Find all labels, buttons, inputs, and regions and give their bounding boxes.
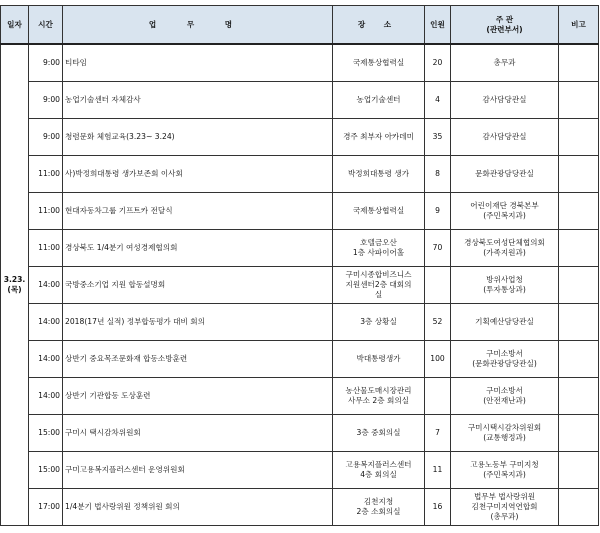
place-line: 3층 중회의실 [356, 427, 401, 437]
host-line: 총무과 [493, 57, 516, 67]
header-people: 인원 [425, 6, 451, 45]
task-cell: 1/4분기 법사랑위원 정책위원 회의 [63, 488, 333, 525]
schedule-table [0, 5, 599, 526]
time-cell: 17:00 [29, 488, 63, 525]
note-cell [559, 118, 599, 155]
people-cell: 35 [425, 118, 451, 155]
note-cell [559, 414, 599, 451]
table-row [1, 81, 599, 118]
note-cell [559, 451, 599, 488]
host-cell [451, 118, 559, 155]
host-cell [451, 414, 559, 451]
host-line: 법무부 법사랑위원 [473, 491, 536, 501]
host-cell [451, 451, 559, 488]
host-line: 구미소방서 [486, 385, 523, 395]
host-cell [451, 192, 559, 229]
place-line: 실 [374, 289, 383, 299]
host-line: 구미시택시감차위원회 [467, 422, 542, 432]
place-cell [333, 229, 425, 266]
table-row [1, 414, 599, 451]
note-cell [559, 192, 599, 229]
host-line: 기획예산담당관실 [475, 316, 534, 326]
place-line: 농업기술센터 [356, 94, 401, 104]
task-cell: 상반기 기관합동 도상훈련 [63, 377, 333, 414]
people-cell: 11 [425, 451, 451, 488]
header-task: 업 무 명 [63, 6, 333, 45]
host-cell [451, 266, 559, 303]
place-line: 고용복지플러스센터 [345, 459, 412, 469]
note-cell [559, 303, 599, 340]
task-cell: 경상북도 1/4분기 여성경제협의회 [63, 229, 333, 266]
date-cell [1, 44, 29, 525]
place-line: 1층 사파이어홀 [352, 247, 405, 257]
place-line: 김천지청 [363, 496, 394, 506]
header-host [451, 6, 559, 45]
table-row [1, 229, 599, 266]
header-place: 장 소 [333, 6, 425, 45]
date-weekday: (목) [7, 284, 22, 294]
time-cell: 14:00 [29, 303, 63, 340]
date-value: 3.23. [3, 274, 26, 284]
host-line: 고용노동부 구미지청 [470, 459, 539, 469]
place-cell [333, 340, 425, 377]
place-line: 사무소 2층 회의실 [347, 395, 409, 405]
table-row [1, 340, 599, 377]
people-cell [425, 377, 451, 414]
people-cell: 16 [425, 488, 451, 525]
place-cell [333, 377, 425, 414]
place-line: 2층 소회의실 [356, 506, 401, 516]
host-cell [451, 340, 559, 377]
place-cell [333, 44, 425, 81]
time-cell: 11:00 [29, 192, 63, 229]
people-cell: 7 [425, 414, 451, 451]
note-cell [559, 488, 599, 525]
time-cell: 9:00 [29, 118, 63, 155]
time-cell: 15:00 [29, 414, 63, 451]
host-line: 김천구미지역연합회 [471, 501, 538, 511]
table-row [1, 488, 599, 525]
time-cell: 9:00 [29, 81, 63, 118]
task-cell: 구미고용복지플러스센터 운영위원회 [63, 451, 333, 488]
place-line: 경주 최부자 아카데미 [343, 131, 414, 141]
place-line: 호텔금오산 [360, 237, 397, 247]
place-cell [333, 118, 425, 155]
time-cell: 15:00 [29, 451, 63, 488]
place-cell [333, 155, 425, 192]
people-cell: 100 [425, 340, 451, 377]
host-cell [451, 44, 559, 81]
task-cell: 농업기술센터 자체감사 [63, 81, 333, 118]
header-note: 비고 [559, 6, 599, 45]
time-cell: 9:00 [29, 44, 63, 81]
host-line: (투자통상과) [483, 284, 526, 294]
host-line: (주민복지과) [483, 210, 526, 220]
people-cell: 8 [425, 155, 451, 192]
place-line: 국제통상협력실 [352, 57, 405, 67]
host-cell [451, 303, 559, 340]
place-line: 박대통령생가 [356, 353, 401, 363]
table-row [1, 266, 599, 303]
people-cell: 20 [425, 44, 451, 81]
task-cell: 2018(17년 실적) 정부합동평가 대비 회의 [63, 303, 333, 340]
people-cell: 52 [425, 303, 451, 340]
place-cell [333, 414, 425, 451]
people-cell: 9 [425, 192, 451, 229]
place-cell [333, 451, 425, 488]
table-row [1, 118, 599, 155]
host-cell [451, 229, 559, 266]
task-cell: 사)박정희대통령 생가보존회 이사회 [63, 155, 333, 192]
time-cell: 14:00 [29, 340, 63, 377]
place-cell [333, 303, 425, 340]
note-cell [559, 44, 599, 81]
host-cell [451, 81, 559, 118]
table-row [1, 44, 599, 81]
people-cell: 4 [425, 81, 451, 118]
host-cell [451, 377, 559, 414]
place-line: 박정희대통령 생가 [347, 168, 410, 178]
host-line: 구미소방서 [486, 348, 523, 358]
host-line: 감사담당관실 [482, 94, 527, 104]
place-line: 농산물도매시장관리 [345, 385, 412, 395]
time-cell: 11:00 [29, 155, 63, 192]
header-row [1, 6, 599, 45]
place-line: 구미시종합비즈니스 [345, 269, 412, 279]
place-cell [333, 81, 425, 118]
header-time: 시간 [29, 6, 63, 45]
table-row [1, 192, 599, 229]
host-line: 방위사업청 [486, 274, 523, 284]
task-cell: 국방중소기업 지원 합동설명회 [63, 266, 333, 303]
task-cell: 청렴문화 체험교육(3.23~ 3.24) [63, 118, 333, 155]
place-cell [333, 266, 425, 303]
host-line: 문화관광담당관실 [475, 168, 534, 178]
note-cell [559, 266, 599, 303]
time-cell: 14:00 [29, 377, 63, 414]
table-row [1, 303, 599, 340]
table-row [1, 451, 599, 488]
host-line: 어린이재단 경북본부 [470, 200, 539, 210]
table-row [1, 155, 599, 192]
table-row [1, 377, 599, 414]
note-cell [559, 229, 599, 266]
task-cell: 상반기 중요목조문화재 합동소방훈련 [63, 340, 333, 377]
place-line: 3층 상황실 [360, 316, 397, 326]
host-line: (안전재난과) [483, 395, 526, 405]
host-cell [451, 488, 559, 525]
header-host-subtitle: (관련부서) [486, 24, 523, 34]
place-cell [333, 488, 425, 525]
place-line: 지원센터2층 대회의 [345, 279, 412, 289]
host-cell [451, 155, 559, 192]
task-cell: 현대자동차그룹 기프트카 전달식 [63, 192, 333, 229]
host-line: 경상북도여성단체협의회 [464, 237, 545, 247]
place-line: 4층 회의실 [360, 469, 397, 479]
host-line: (문화관광담당관실) [472, 358, 537, 368]
place-line: 국제통상협력실 [352, 205, 405, 215]
time-cell: 11:00 [29, 229, 63, 266]
host-line: (총무과) [490, 511, 519, 521]
task-cell: 티타임 [63, 44, 333, 81]
host-line: (교통행정과) [483, 432, 526, 442]
host-line: 감사담당관실 [482, 131, 527, 141]
place-cell [333, 192, 425, 229]
task-cell: 구미시 택시감차위원회 [63, 414, 333, 451]
note-cell [559, 340, 599, 377]
header-date: 일자 [1, 6, 29, 45]
host-line: (주민복지과) [483, 469, 526, 479]
people-cell [425, 266, 451, 303]
note-cell [559, 377, 599, 414]
host-line: (가족지원과) [483, 247, 526, 257]
time-cell: 14:00 [29, 266, 63, 303]
header-host-title: 주 관 [495, 14, 514, 24]
people-cell: 70 [425, 229, 451, 266]
note-cell [559, 155, 599, 192]
note-cell [559, 81, 599, 118]
